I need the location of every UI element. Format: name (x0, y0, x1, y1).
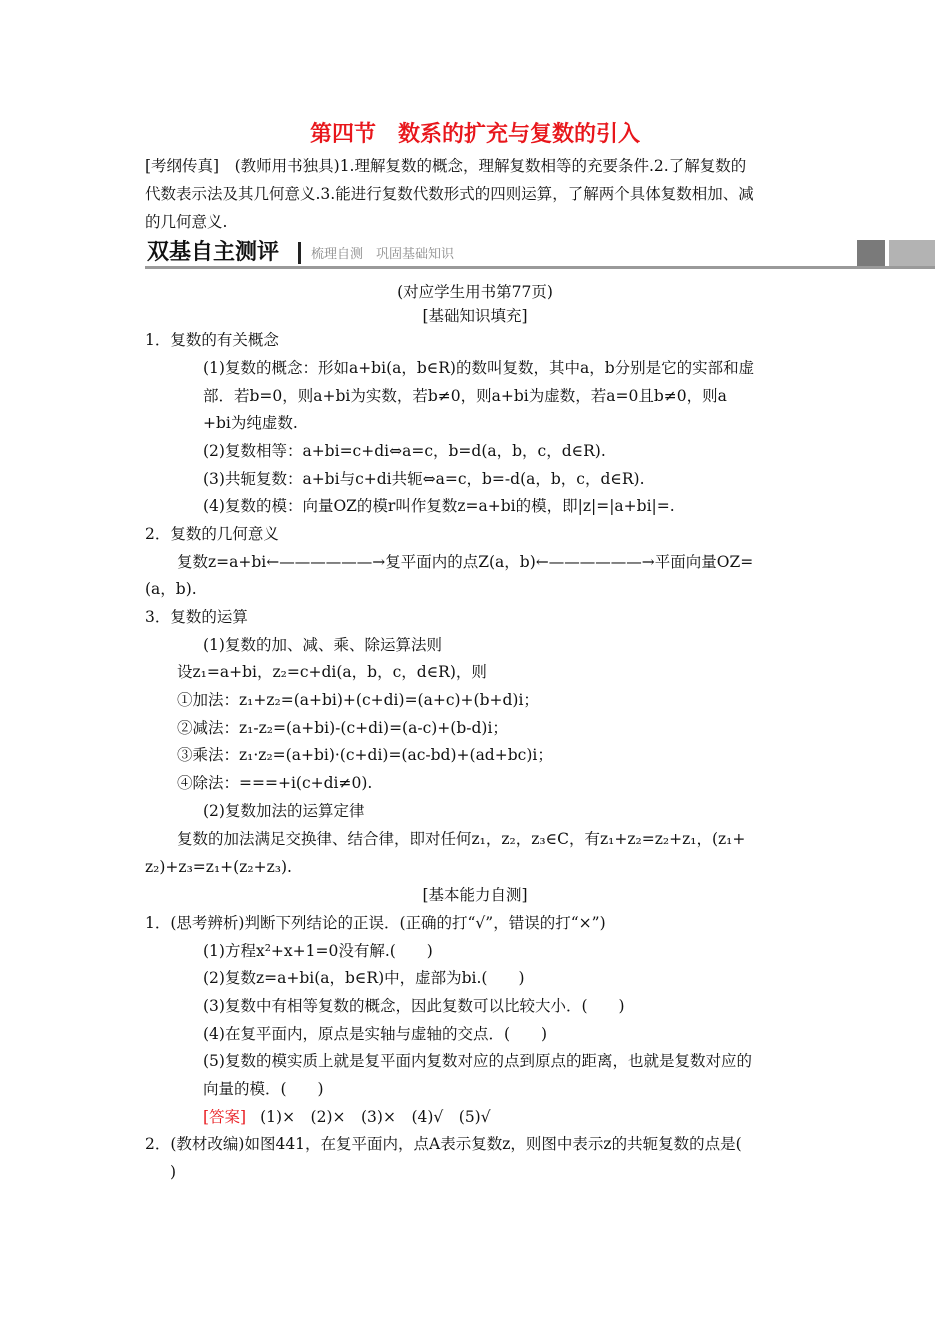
concept-heading: 1．复数的有关概念 (145, 331, 279, 349)
concept-3: (3)共轭复数：a+bi与c+di共轭⇔a=c，b=-d(a，b，c，d∈R). (203, 470, 645, 488)
addition-laws-heading: (2)复数加法的运算定律 (203, 802, 365, 820)
operations-heading: 3．复数的运算 (145, 608, 248, 626)
question-1-item-5-line-2: 向量的模．( ) (203, 1080, 324, 1098)
reference-note: (对应学生用书第77页) (397, 283, 553, 301)
knowledge-header: [基础知识填充] (422, 307, 528, 325)
concept-2: (2)复数相等：a+bi=c+di⇔a=c，b=d(a，b，c，d∈R). (203, 442, 606, 460)
question-1-item-3: (3)复数中有相等复数的概念，因此复数可以比较大小．( ) (203, 997, 625, 1015)
operation-add: ①加法：z₁+z₂=(a+bi)+(c+di)=(a+c)+(b+d)i； (177, 691, 539, 709)
answer-label: [答案] (203, 1108, 247, 1126)
banner-subtitle: 梳理自测 巩固基础知识 (311, 247, 455, 262)
geometry-heading: 2．复数的几何意义 (145, 525, 279, 543)
question-1-item-4: (4)在复平面内，原点是实轴与虚轴的交点．( ) (203, 1025, 548, 1043)
operation-divide: ④除法：===+i(c+di≠0). (177, 774, 373, 792)
geometry-line-1: 复数z=a+bi←——————→复平面内的点Z(a，b)←——————→平面向量OZ= (177, 553, 754, 571)
operation-subtract: ②减法：z₁-z₂=(a+bi)-(c+di)=(a-c)+(b-d)i； (177, 719, 508, 737)
question-2-line-2: ) (170, 1163, 177, 1181)
geometry-line-2: (a，b). (145, 580, 197, 598)
question-2-line-1: 2．(教材改编)如图441，在复平面内，点A表示复数z，则图中表示z的共轭复数的点是( (145, 1135, 742, 1153)
section-title: 第四节 数系的扩充与复数的引入 (309, 122, 640, 147)
question-1-item-1: (1)方程x²+x+1=0没有解.( ) (203, 942, 433, 960)
banner-light-block (889, 240, 935, 266)
syllabus-line-3: 的几何意义. (145, 213, 228, 231)
operations-setup: 设z₁=a+bi，z₂=c+di(a，b，c，d∈R)，则 (177, 663, 487, 681)
operations-rules: (1)复数的加、减、乘、除运算法则 (203, 636, 442, 654)
banner-separator (298, 242, 301, 264)
addition-laws-line-2: z₂)+z₃=z₁+(z₂+z₃). (145, 858, 292, 876)
syllabus-line-1: [考纲传真] (教师用书独具)1.理解复数的概念，理解复数相等的充要条件.2.了解复数的 (145, 157, 747, 175)
banner-title: 双基自主测评 (147, 240, 280, 265)
question-1-answer (203, 1106, 491, 1128)
concept-1-line-3: +bi为纯虚数. (203, 414, 298, 432)
concept-1-line-2: 部．若b=0，则a+bi为实数，若b≠0，则a+bi为虚数，若a=0且b≠0，则a (203, 387, 727, 405)
question-1-item-5-line-1: (5)复数的模实质上就是复平面内复数对应的点到原点的距离，也就是复数对应的 (203, 1052, 752, 1070)
concept-4: (4)复数的模：向量OZ的模r叫作复数z=a+bi的模，即|z|=|a+bi|=. (203, 497, 675, 515)
banner-dark-block (857, 240, 885, 266)
banner-underline (145, 266, 935, 269)
question-1-item-2: (2)复数z=a+bi(a，b∈R)中，虚部为bi.( ) (203, 969, 525, 987)
section-banner (145, 240, 935, 270)
self-test-header: [基本能力自测] (422, 886, 528, 904)
concept-1-line-1: (1)复数的概念：形如a+bi(a，b∈R)的数叫复数，其中a，b分别是它的实部和虚 (203, 359, 755, 377)
operation-multiply: ③乘法：z₁·z₂=(a+bi)·(c+di)=(ac-bd)+(ad+bc)i； (177, 746, 553, 764)
answer-text: (1)× (2)× (3)× (4)√ (5)√ (260, 1108, 491, 1126)
addition-laws-line-1: 复数的加法满足交换律、结合律，即对任何z₁，z₂，z₃∈C，有z₁+z₂=z₂+z₁，(z₁+ (177, 830, 746, 848)
question-1-stem: 1．(思考辨析)判断下列结论的正误．(正确的打“√”，错误的打“×”) (145, 914, 606, 932)
syllabus-line-2: 代数表示法及其几何意义.3.能进行复数代数形式的四则运算，了解两个具体复数相加、减 (145, 185, 754, 203)
